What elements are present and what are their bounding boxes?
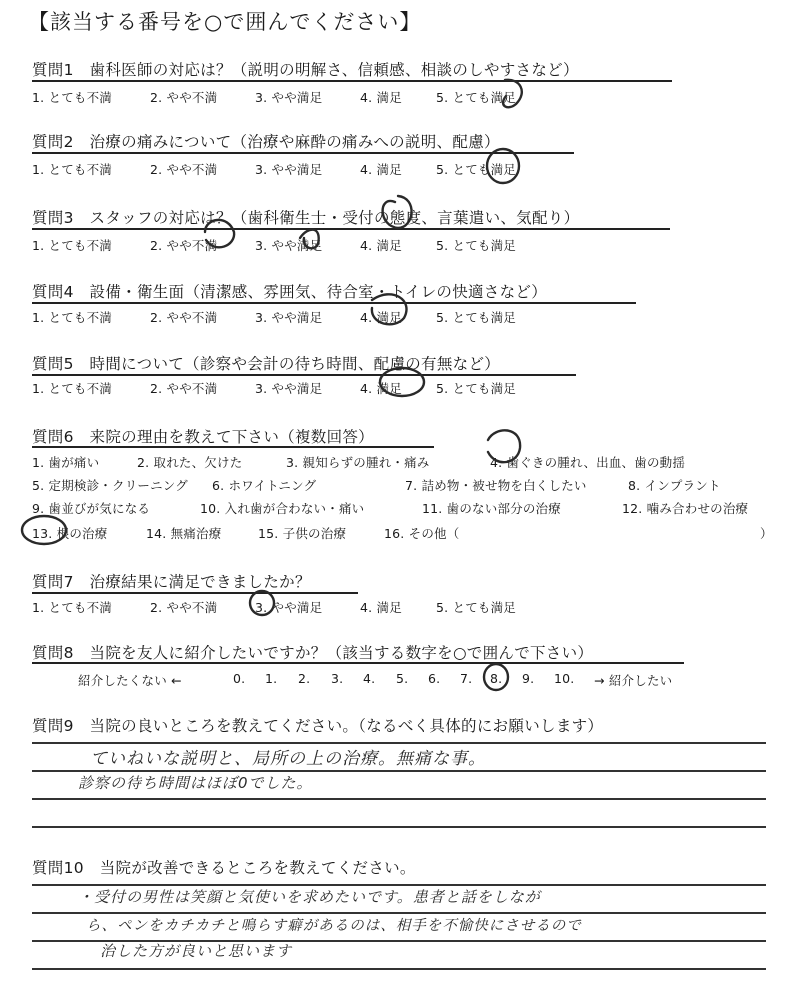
q10-handwritten-answer-2[interactable]: ら、ペンをカチカチと鳴らす癖があるのは、相手を不愉快にさせるので xyxy=(86,918,582,934)
q10-handwritten-answer-3[interactable]: 治した方が良いと思います xyxy=(100,942,293,960)
q6-option-6[interactable]: 6. ホワイトニング xyxy=(212,478,317,493)
q8-option-10[interactable]: 10. xyxy=(554,671,575,686)
q5-option-5[interactable]: 5. とても満足 xyxy=(436,381,516,396)
q9-answer-line-4 xyxy=(32,826,766,828)
question-6-underline xyxy=(32,446,434,448)
q10-answer-line-4 xyxy=(32,968,766,970)
q4-option-2[interactable]: 2. やや不満 xyxy=(150,310,218,325)
question-3: 質問3 スタッフの対応は？（歯科衛生士・受付の態度、言葉遣い、気配り） xyxy=(32,209,580,227)
q3-option-1[interactable]: 1. とても不満 xyxy=(32,238,112,253)
q6-option-2[interactable]: 2. 取れた、欠けた xyxy=(137,455,243,470)
q8-option-8[interactable]: 8. xyxy=(490,671,503,686)
q5-option-4[interactable]: 4. 満足 xyxy=(360,381,402,396)
q6-option-5[interactable]: 5. 定期検診・クリーニング xyxy=(32,478,188,493)
q8-left-label: 紹介したくない ← xyxy=(78,673,182,688)
q4-option-3[interactable]: 3. やや満足 xyxy=(255,310,323,325)
q1-option-1[interactable]: 1. とても不満 xyxy=(32,90,112,105)
q6-option-12[interactable]: 12. 噛み合わせの治療 xyxy=(622,501,749,516)
question-6: 質問6 来院の理由を教えて下さい（複数回答） xyxy=(32,428,374,446)
q6-option-1[interactable]: 1. 歯が痛い xyxy=(32,455,100,470)
question-1-underline xyxy=(32,80,672,82)
q8-option-0[interactable]: 0. xyxy=(233,671,246,686)
q4-option-4[interactable]: 4. 満足 xyxy=(360,310,402,325)
question-5-underline xyxy=(32,374,576,376)
question-10: 質問10 当院が改善できるところを教えてください。 xyxy=(32,859,416,877)
q6-option-7[interactable]: 7. 詰め物・被せ物を白くしたい xyxy=(405,478,587,493)
q9-handwritten-answer-1[interactable]: ていねいな説明と、局所の上の治療。無痛な事。 xyxy=(90,749,486,769)
q2-option-4[interactable]: 4. 満足 xyxy=(360,162,402,177)
question-1: 質問1 歯科医師の対応は？（説明の明解さ、信頼感、相談のしやすさなど） xyxy=(32,61,579,79)
question-7-underline xyxy=(32,592,358,594)
q7-option-3[interactable]: 3. やや満足 xyxy=(255,600,323,615)
question-4-underline xyxy=(32,302,636,304)
q6-option-3[interactable]: 3. 親知らずの腫れ・痛み xyxy=(286,455,430,470)
q6-option-11[interactable]: 11. 歯のない部分の治療 xyxy=(422,501,561,516)
q5-option-1[interactable]: 1. とても不満 xyxy=(32,381,112,396)
q6-option-14[interactable]: 14. 無痛治療 xyxy=(146,526,222,541)
q6-option-9[interactable]: 9. 歯並びが気になる xyxy=(32,501,151,516)
q2-option-2[interactable]: 2. やや不満 xyxy=(150,162,218,177)
q5-option-3[interactable]: 3. やや満足 xyxy=(255,381,323,396)
q8-option-1[interactable]: 1. xyxy=(265,671,278,686)
q3-option-3[interactable]: 3. やや満足 xyxy=(255,238,323,253)
q4-option-5[interactable]: 5. とても満足 xyxy=(436,310,516,325)
q2-option-1[interactable]: 1. とても不満 xyxy=(32,162,112,177)
question-2-underline xyxy=(32,152,574,154)
q10-handwritten-answer-1[interactable]: ・受付の男性は笑顔と気使いを求めたいです。患者と話をしなが xyxy=(78,888,541,906)
q8-option-6[interactable]: 6. xyxy=(428,671,441,686)
q2-option-3[interactable]: 3. やや満足 xyxy=(255,162,323,177)
q2-option-5[interactable]: 5. とても満足 xyxy=(436,162,516,177)
question-3-underline xyxy=(32,228,670,230)
q6-option-16-close: ） xyxy=(760,526,773,541)
q8-option-3[interactable]: 3. xyxy=(331,671,344,686)
q1-option-4[interactable]: 4. 満足 xyxy=(360,90,402,105)
q7-option-4[interactable]: 4. 満足 xyxy=(360,600,402,615)
q1-option-2[interactable]: 2. やや不満 xyxy=(150,90,218,105)
q7-option-2[interactable]: 2. やや不満 xyxy=(150,600,218,615)
q1-option-3[interactable]: 3. やや満足 xyxy=(255,90,323,105)
q9-handwritten-answer-2[interactable]: 診察の待ち時間はほぼ0でした。 xyxy=(78,774,313,792)
question-7: 質問7 治療結果に満足できましたか？ xyxy=(32,573,311,591)
q7-option-1[interactable]: 1. とても不満 xyxy=(32,600,112,615)
q5-option-2[interactable]: 2. やや不満 xyxy=(150,381,218,396)
q8-right-label: → 紹介したい xyxy=(594,673,673,688)
q6-option-4[interactable]: 4. 歯ぐきの腫れ、出血、歯の動揺 xyxy=(490,455,686,470)
question-8: 質問8 当院を友人に紹介したいですか？（該当する数字を○で囲んで下さい） xyxy=(32,644,594,662)
q6-option-10[interactable]: 10. 入れ歯が合わない・痛い xyxy=(200,501,365,516)
q6-option-13[interactable]: 13. 根の治療 xyxy=(32,526,108,541)
q8-option-5[interactable]: 5. xyxy=(396,671,409,686)
question-2: 質問2 治療の痛みについて（治療や麻酔の痛みへの説明、配慮） xyxy=(32,133,500,151)
q8-option-9[interactable]: 9. xyxy=(522,671,535,686)
question-5: 質問5 時間について（診察や会計の待ち時間、配慮の有無など） xyxy=(32,355,501,373)
question-9: 質問9 当院の良いところを教えてください。（なるべく具体的にお願いします） xyxy=(32,717,604,735)
question-4: 質問4 設備・衛生面（清潔感、雰囲気、待合室・トイレの快適さなど） xyxy=(32,283,547,301)
q6-option-8[interactable]: 8. インプラント xyxy=(628,478,721,493)
q3-option-4[interactable]: 4. 満足 xyxy=(360,238,402,253)
q1-option-5[interactable]: 5. とても満足 xyxy=(436,90,516,105)
q3-option-2[interactable]: 2. やや不満 xyxy=(150,238,218,253)
q6-option-16[interactable]: 16. その他（ xyxy=(384,526,460,541)
form-title: 【該当する番号を○で囲んでください】 xyxy=(28,10,422,34)
q3-option-5[interactable]: 5. とても満足 xyxy=(436,238,516,253)
q8-option-7[interactable]: 7. xyxy=(460,671,473,686)
q6-option-15[interactable]: 15. 子供の治療 xyxy=(258,526,347,541)
q8-option-2[interactable]: 2. xyxy=(298,671,311,686)
q9-answer-line-3 xyxy=(32,798,766,800)
q8-option-4[interactable]: 4. xyxy=(363,671,376,686)
q4-option-1[interactable]: 1. とても不満 xyxy=(32,310,112,325)
q7-option-5[interactable]: 5. とても満足 xyxy=(436,600,516,615)
question-8-underline xyxy=(32,662,684,664)
